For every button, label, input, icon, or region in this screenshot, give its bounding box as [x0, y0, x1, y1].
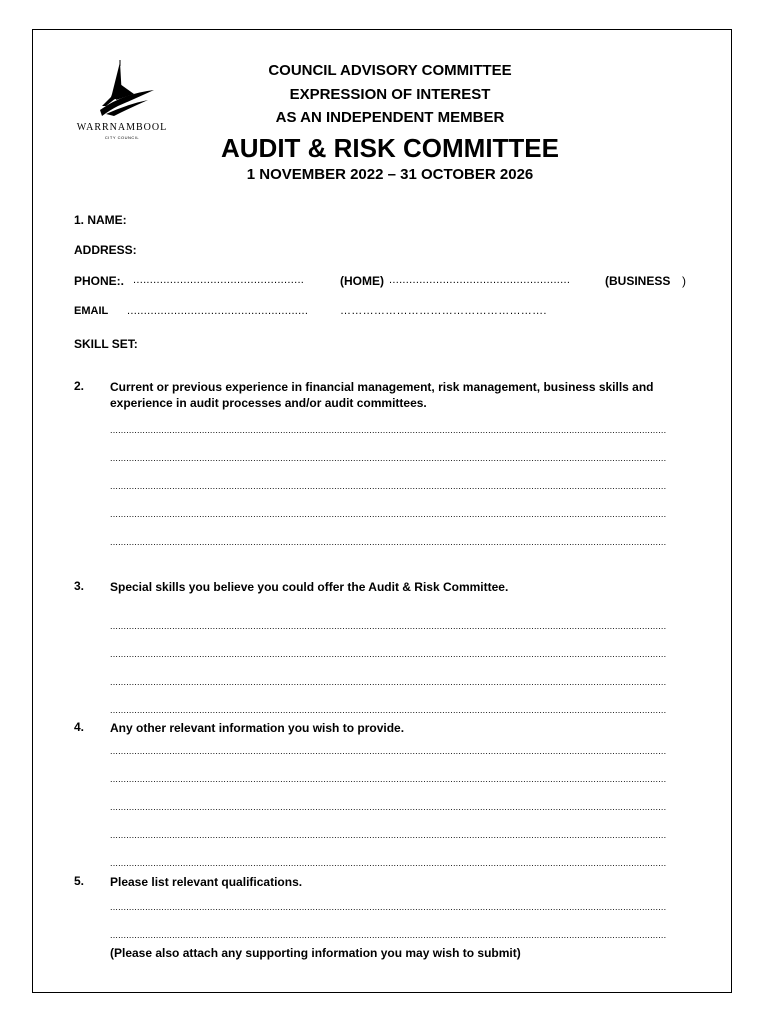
question-2-number: 2.: [74, 379, 85, 393]
answer-line[interactable]: ..............................................................................................................................................................................................................: [110, 774, 667, 784]
answer-line[interactable]: ..............................................................................................................................................................................................................: [110, 830, 667, 840]
answer-line[interactable]: ..............................................................................................................................................................................................................: [110, 902, 667, 912]
footer-note: (Please also attach any supporting information you may wish to submit): [110, 946, 521, 960]
question-4-number: 4.: [74, 720, 85, 734]
email-field-continued[interactable]: ……………………………………………….: [340, 305, 547, 317]
business-close-paren: ): [682, 274, 687, 288]
answer-line[interactable]: ..............................................................................................................................................................................................................: [110, 481, 667, 491]
sail-logo-icon: [72, 60, 172, 122]
answer-line[interactable]: ..............................................................................................................................................................................................................: [110, 453, 667, 463]
answer-line[interactable]: ..............................................................................................................................................................................................................: [110, 425, 667, 435]
term-dates: 1 NOVEMBER 2022 – 31 OCTOBER 2026: [246, 166, 534, 183]
answer-line[interactable]: ..............................................................................................................................................................................................................: [110, 705, 667, 715]
address-label: ADDRESS:: [74, 243, 137, 257]
phone-label: PHONE:.: [74, 274, 125, 288]
answer-line[interactable]: ..............................................................................................................................................................................................................: [110, 509, 667, 519]
header-line-3: AS AN INDEPENDENT MEMBER: [275, 109, 505, 126]
logo-subtitle: CITY COUNCIL: [104, 135, 140, 140]
email-label: EMAIL: [74, 305, 109, 317]
page-title: AUDIT & RISK COMMITTEE: [221, 133, 559, 163]
name-label: 1. NAME:: [74, 213, 127, 227]
question-3-number: 3.: [74, 579, 85, 593]
question-4-text: Any other relevant information you wish to provide.: [110, 721, 405, 735]
phone-home-field[interactable]: ...................................................: [133, 274, 305, 286]
home-label: (HOME): [340, 274, 384, 288]
answer-line[interactable]: ..............................................................................................................................................................................................................: [110, 649, 667, 659]
answer-line[interactable]: ..............................................................................................................................................................................................................: [110, 677, 667, 687]
logo-name: WARRNAMBOOL: [76, 122, 168, 133]
phone-business-field[interactable]: ......................................................: [389, 274, 571, 286]
answer-line[interactable]: ..............................................................................................................................................................................................................: [110, 802, 667, 812]
answer-line[interactable]: ..............................................................................................................................................................................................................: [110, 621, 667, 631]
email-field[interactable]: ......................................................: [127, 305, 309, 317]
answer-line[interactable]: ..............................................................................................................................................................................................................: [110, 537, 667, 547]
header-line-2: EXPRESSION OF INTEREST: [289, 86, 491, 103]
answer-line[interactable]: ..............................................................................................................................................................................................................: [110, 858, 667, 868]
council-logo: [72, 60, 172, 146]
answer-line[interactable]: ..............................................................................................................................................................................................................: [110, 930, 667, 940]
skill-set-label: SKILL SET:: [74, 337, 138, 351]
answer-line[interactable]: ..............................................................................................................................................................................................................: [110, 746, 667, 756]
question-2-text: Current or previous experience in financial management, risk management, business skills and experience in audit processes and/or audit committees.: [110, 380, 654, 410]
header-line-1: COUNCIL ADVISORY COMMITTEE: [268, 62, 512, 79]
question-5-number: 5.: [74, 874, 85, 888]
business-label: (BUSINESS: [605, 274, 671, 288]
question-5-text: Please list relevant qualifications.: [110, 875, 303, 889]
question-3-text: Special skills you believe you could offer the Audit & Risk Committee.: [110, 580, 509, 594]
